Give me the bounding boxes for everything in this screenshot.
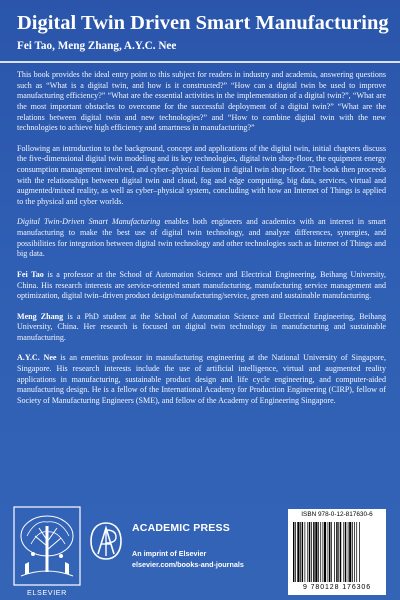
title-divider xyxy=(0,61,400,63)
barcode-bar xyxy=(305,522,306,582)
barcode-bar xyxy=(295,522,296,582)
barcode-bar xyxy=(352,522,353,582)
author-bio-text: is a PhD student at the School of Automation Science and Electrical Engineering, Beihang University, China. Her research is focused on digital twin technology in manufacturing and sustainable manufacturing. xyxy=(17,311,387,342)
author-bio xyxy=(17,270,386,302)
barcode-bar xyxy=(336,522,337,582)
barcode-bar xyxy=(334,522,335,582)
blurb-paragraph-1: This book provides the ideal entry point to this subject for readers in industry and academia, answering questions such as “What is a digital twin, and how is it constructed?” “How can a digital twin be used to improve manufacturing efficiency?” “What are the essential activities in the implementation of a digital twin?”, “What are the most important obstacles to overcome for the successful deployment of a digital twin?” “What are the relations between digital twin and new technologies?” and “How to combine digital twin with the new technologies to achieve high efficiency and smartness in manufacturing?” xyxy=(17,70,386,133)
barcode-bar xyxy=(324,522,326,582)
barcode-bar xyxy=(331,522,332,582)
academic-press-logo-icon xyxy=(88,520,124,562)
barcode-bar xyxy=(302,522,303,582)
barcode-bar xyxy=(315,522,317,582)
book-title: Digital Twin Driven Smart Manufacturing xyxy=(17,12,389,34)
barcode-icon xyxy=(293,522,381,582)
author-bio-text: is a professor at the School of Automation Science and Electrical Engineering, Beihang University, China. His research interests are service-oriented smart manufacturing, manufacturing service management and optimization, digital twin–driven product design/manufacturing/service, green and sustainable manufacturing. xyxy=(17,269,386,301)
cover-footer xyxy=(0,505,400,600)
author-name: A.Y.C. Nee xyxy=(17,353,57,363)
isbn-number: ISBN 978-0-12-817630-6 xyxy=(301,511,373,518)
author-bio-text: is an emeritus professor in manufacturing engineering at the National University of Singapore, Singapore. His research interests include the use of artificial intelligence, virtual and augmented reality applications in manufacturing, sustainable product design and life cycle engineering, and computer-aided manufacturing design. He is a fellow of the International Academy for Production Engineering (CIRP), fellow of Society of Manufacturing Engineers (SME), and fellow of the Academy of Engineering Singapore. xyxy=(17,353,386,406)
barcode-bar xyxy=(340,522,341,582)
barcode-bar xyxy=(320,522,321,582)
barcode-bar xyxy=(356,522,357,582)
barcode-bar xyxy=(300,522,301,582)
barcode-bar xyxy=(343,522,344,582)
barcode-bar xyxy=(338,522,339,582)
cover-blurb xyxy=(17,70,386,417)
barcode-bar xyxy=(345,522,346,582)
elsevier-tree-logo-icon xyxy=(13,506,81,586)
barcode-bar xyxy=(309,522,310,582)
barcode-bar xyxy=(297,522,299,582)
blurb-paragraph-3 xyxy=(17,217,386,260)
blurb-paragraph-3-text: enables both engineers and academics with an interest in smart manufacturing to make the best use of digital twin technology, and analyze differences, synergies, and possibilities for integration between digital twin technology and other technologies such as Internet of Things and big data. xyxy=(17,217,386,259)
barcode-bar xyxy=(293,522,294,582)
blurb-book-title: Digital Twin-Driven Smart Manufacturing xyxy=(17,217,161,227)
author-name: Meng Zhang xyxy=(17,311,64,321)
barcode-bar xyxy=(349,522,351,582)
barcode-bar xyxy=(313,522,314,582)
barcode-bar xyxy=(323,522,324,582)
elsevier-label: ELSEVIER xyxy=(27,588,67,597)
imprint-line: An imprint of Elsevier xyxy=(132,549,207,558)
barcode-bar xyxy=(329,522,330,582)
publisher-name: ACADEMIC PRESS xyxy=(132,522,230,534)
blurb-paragraph-2: Following an introduction to the background, concept and applications of the digital twin, initial chapters discuss the five-dimensional digital twin modeling and its key technologies, digital twin shop-floor, the equipment energy consumption management involved, and cyber–physical fusion in digital twin shop-floor. The book then proceeds with the relationships between digital twin and cloud, fog and edge computing, big data, services, virtual and augmented/mixed reality, as well as cyber–physical system, concluding with how an Internet of Things is applied to the physical and cyber worlds. xyxy=(17,143,386,207)
author-bio xyxy=(17,312,386,344)
barcode-bar xyxy=(354,522,355,582)
barcode-bar xyxy=(328,522,329,582)
barcode-bar xyxy=(318,522,319,582)
isbn-barcode-box xyxy=(288,509,386,595)
author-bio xyxy=(17,353,386,406)
author-name: Fei Tao xyxy=(17,269,44,279)
book-authors: Fei Tao, Meng Zhang, A.Y.C. Nee xyxy=(17,40,177,52)
barcode-bar xyxy=(307,522,308,582)
publisher-url: elsevier.com/books-and-journals xyxy=(132,560,244,569)
barcode-bar xyxy=(348,522,349,582)
barcode-bar xyxy=(311,522,312,582)
barcode-bar xyxy=(359,522,360,582)
barcode-number: 9 780128 176306 xyxy=(303,584,371,591)
